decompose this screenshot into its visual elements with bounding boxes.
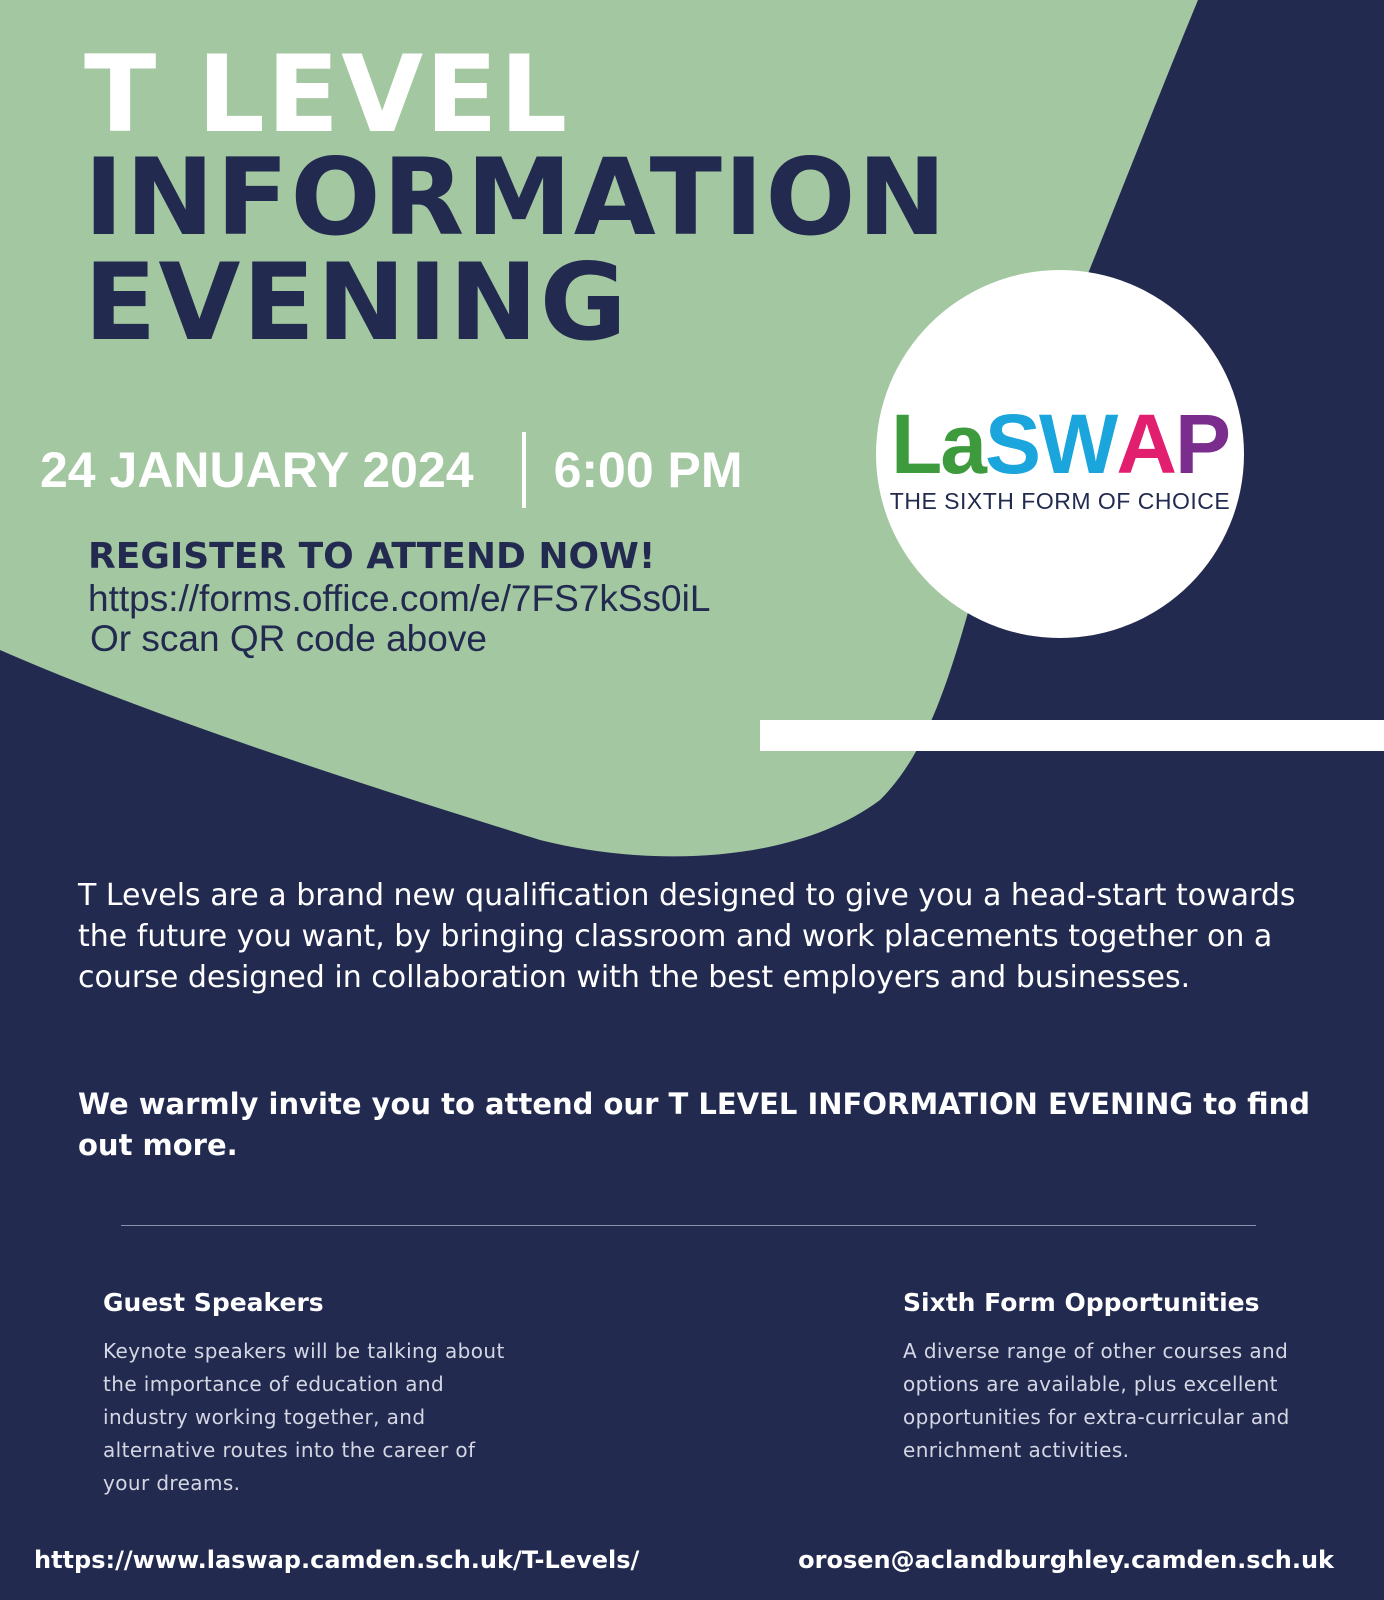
sixth-form-section	[903, 1288, 1343, 1467]
guest-speakers-text: Keynote speakers will be talking about the importance of education and industry working together, and alternative routes into the career of your dreams.	[103, 1339, 505, 1495]
logo-letter-a: a	[940, 396, 985, 491]
logo-tagline: THE SIXTH FORM OF CHOICE	[889, 487, 1231, 514]
section-divider	[121, 1225, 1256, 1226]
register-link[interactable]: https://forms.office.com/e/7FS7kSs0iL	[88, 578, 711, 619]
logo-letter-w: W	[1039, 396, 1117, 491]
email-link[interactable]: orosen@aclandburghley.camden.sch.uk	[798, 1546, 1334, 1574]
event-time: 6:00 PM	[553, 442, 743, 498]
guest-speakers-title: Guest Speakers	[103, 1288, 324, 1317]
date-time-divider	[522, 432, 526, 508]
title-line-1: T LEVEL	[84, 33, 570, 156]
website-link[interactable]: https://www.laswap.camden.sch.uk/T-Levels/	[34, 1546, 640, 1574]
logo-letter-l: L	[890, 396, 941, 491]
white-accent-bar	[760, 720, 1384, 751]
title-line-3: EVENING	[84, 241, 629, 364]
event-date-time	[40, 435, 743, 505]
sixth-form-text: A diverse range of other courses and options are available, plus excellent opportunities for extra-curricular and enrichment activities.	[903, 1339, 1290, 1462]
guest-speakers-section	[103, 1288, 523, 1500]
laswap-logo	[876, 270, 1244, 638]
logo-letter-s: S	[985, 396, 1040, 491]
sixth-form-title: Sixth Form Opportunities	[903, 1288, 1260, 1317]
register-heading: REGISTER TO ATTEND NOW!	[88, 536, 656, 577]
logo-letter-a2: A	[1116, 396, 1175, 491]
register-alt-text: Or scan QR code above	[90, 618, 487, 659]
invite-paragraph: We warmly invite you to attend our T LEVEL INFORMATION EVENING to find out more.	[78, 1087, 1311, 1162]
intro-paragraph: T Levels are a brand new qualification designed to give you a head-start towards the future you want, by bringing classroom and work placements together on a course designed in collaboration with the best employers and businesses.	[78, 878, 1296, 995]
logo-letter-p: P	[1175, 396, 1230, 491]
event-date: 24 JANUARY 2024	[40, 442, 474, 498]
title-line-2: INFORMATION	[84, 136, 949, 259]
logo-wordmark	[890, 396, 1230, 491]
